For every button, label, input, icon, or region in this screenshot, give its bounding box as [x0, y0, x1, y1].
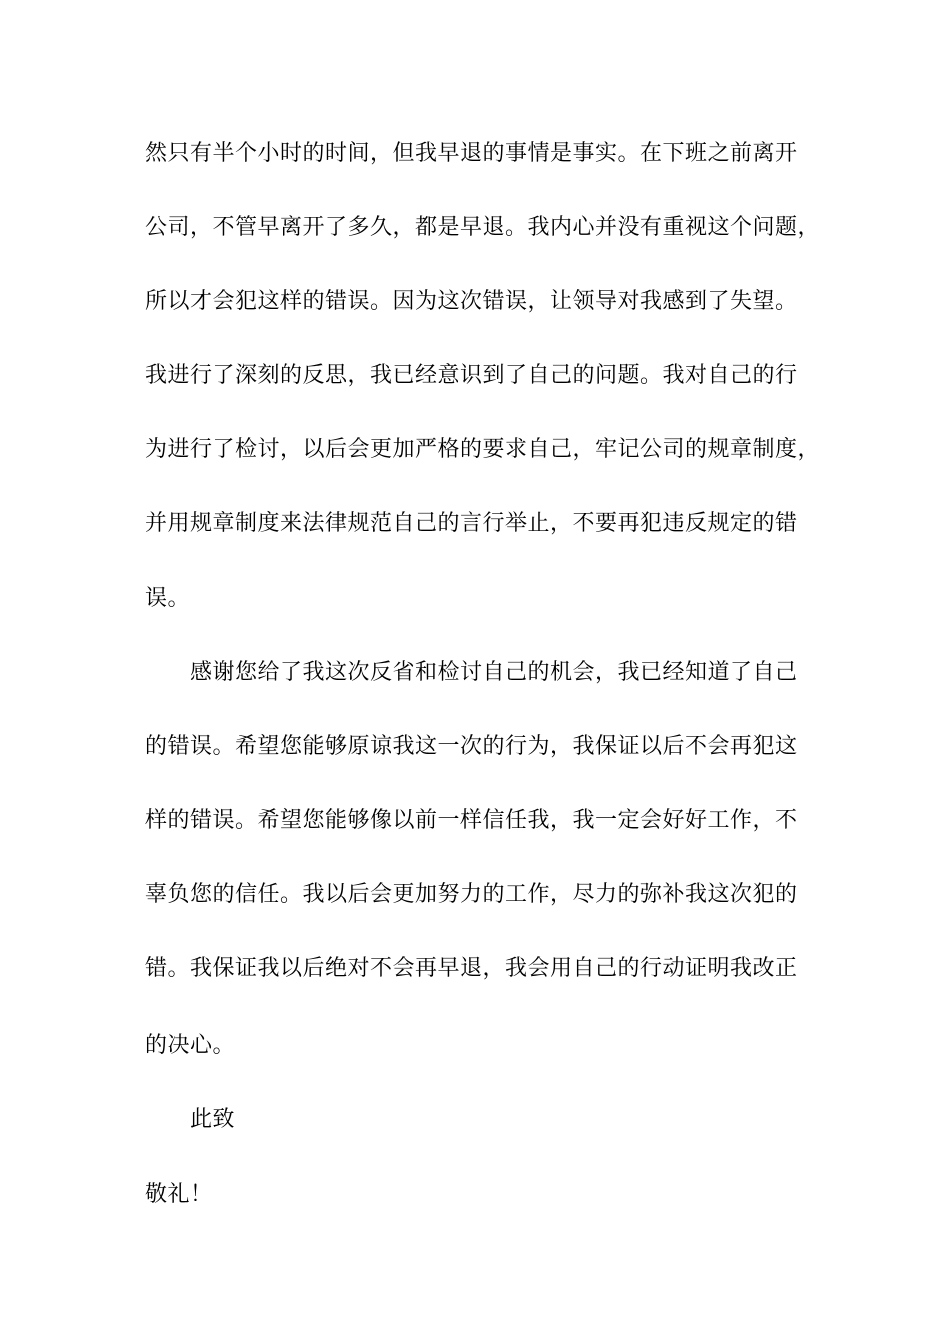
- text-line: 错。我保证我以后绝对不会再早退，我会用自己的行动证明我改正: [145, 956, 798, 981]
- text-line: 辜负您的信任。我以后会更加努力的工作，尽力的弥补我这次犯的: [145, 882, 798, 907]
- text-line: 所以才会犯这样的错误。因为这次错误，让领导对我感到了失望。: [145, 289, 798, 314]
- text-line: 然只有半个小时的时间，但我早退的事情是事实。在下班之前离开: [145, 141, 798, 166]
- text-line: 样的错误。希望您能够像以前一样信任我，我一定会好好工作，不: [145, 808, 798, 833]
- text-line: 的决心。: [145, 1033, 236, 1058]
- text-line: 误。: [145, 586, 191, 611]
- text-line: 为进行了检讨，以后会更加严格的要求自己，牢记公司的规章制度，: [145, 437, 821, 462]
- text-line: 的错误。希望您能够原谅我这一次的行为，我保证以后不会再犯这: [145, 734, 798, 759]
- text-line: 公司，不管早离开了多久，都是早退。我内心并没有重视这个问题，: [145, 215, 821, 240]
- text-line: 并用规章制度来法律规范自己的言行举止，不要再犯违反规定的错: [145, 511, 798, 536]
- closing-salutation: 此致: [190, 1107, 236, 1132]
- paragraph-first-line: 感谢您给了我这次反省和检讨自己的机会，我已经知道了自己: [190, 660, 798, 685]
- text-line: 我进行了深刻的反思，我已经意识到了自己的问题。我对自己的行: [145, 363, 798, 388]
- closing-regards: 敬礼！: [145, 1182, 213, 1207]
